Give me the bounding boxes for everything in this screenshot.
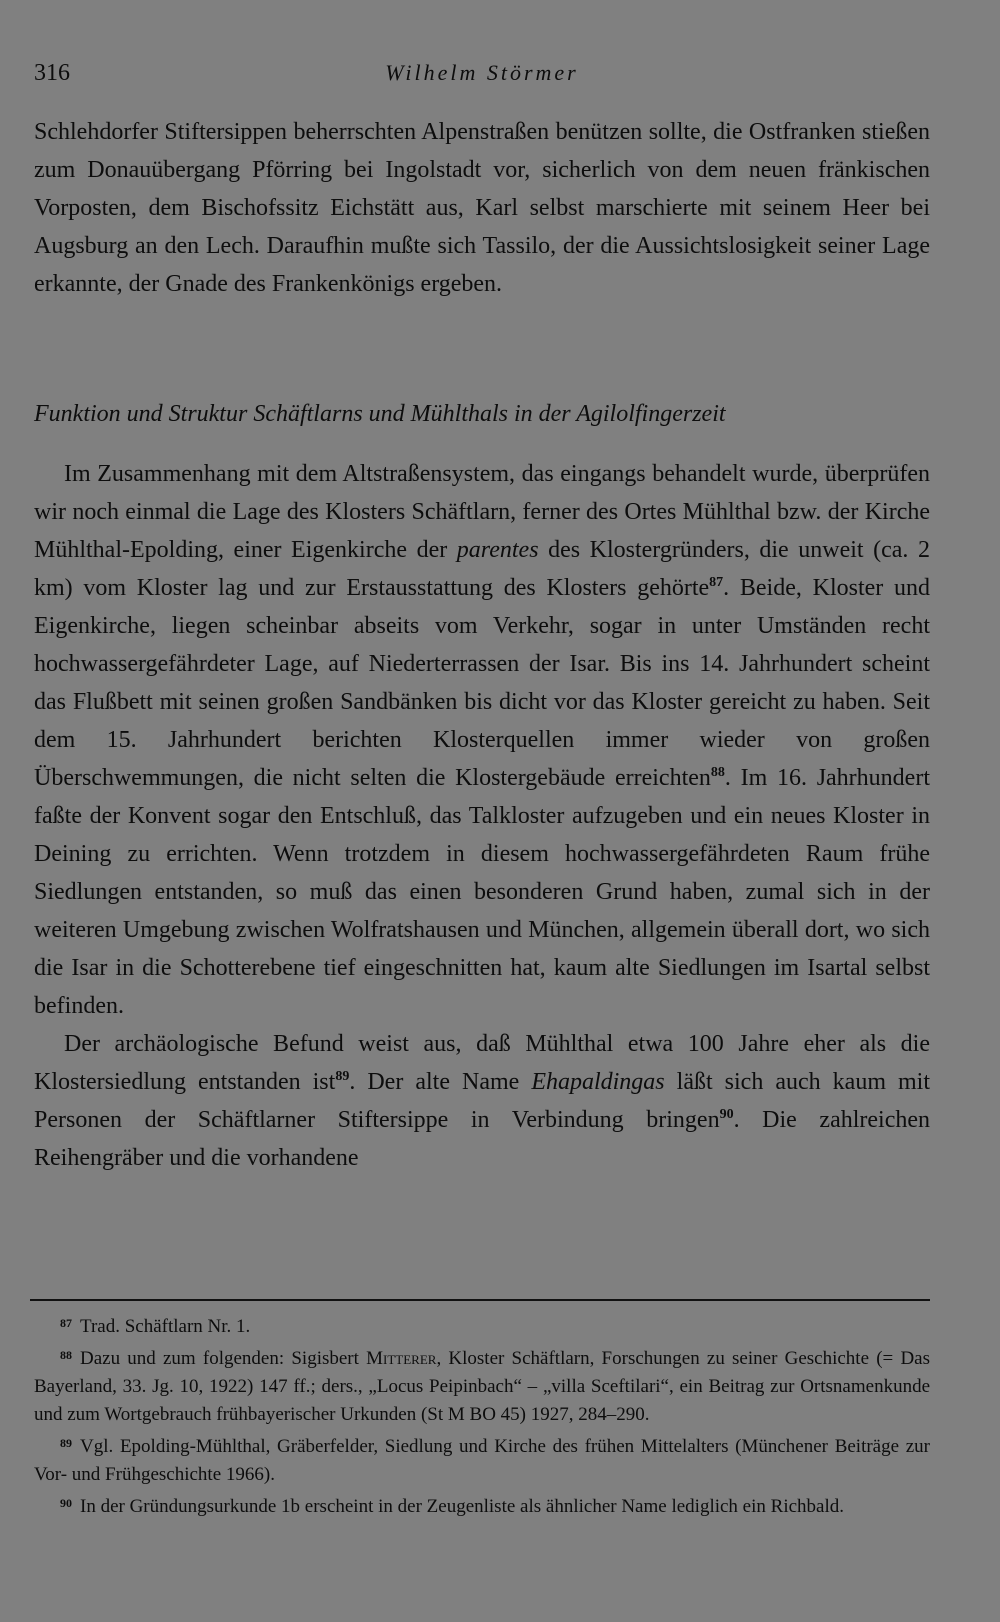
footnote-ref-90[interactable]: 90 [719,1107,734,1122]
paragraph-1-text-a: Im Zusammenhang mit dem Altstraßensystem, das eingangs behandelt wurde, überprüfen wir noch einmal die Lage des Klosters Schäftlarn, ferner des Ortes Mühlthal bzw. der Kirche Mühlthal-Epolding, einer Eigenkirche der [34,461,930,563]
paragraph-2-text-a: Der archäologische Befund weist aus, daß Mühlthal etwa 100 Jahre eher als die Klostersiedlung entstanden ist [34,1031,930,1095]
footnote-ref-89[interactable]: 89 [335,1069,350,1084]
paragraph-1-text-b: des Klostergründers, die unweit (ca. 2 km) vom Kloster lag und zur Erstausstattung des Klosters gehörte [34,537,930,601]
page-number: 316 [34,60,70,86]
running-header [34,60,930,90]
footnote-mark: 87 [60,1316,72,1330]
intro-text-block [34,113,930,303]
running-header-author: Wilhelm Störmer [385,60,579,85]
footnote-text: Dazu und zum folgenden: Sigisbert [80,1348,367,1369]
footnote-90 [34,1489,930,1521]
author-name-smallcaps: Mitterer [366,1348,437,1369]
footnote-mark: 89 [60,1436,72,1450]
footnote-ref-87[interactable]: 87 [709,575,724,590]
footnote-mark: 90 [60,1496,72,1510]
main-text-block [34,455,930,1177]
footnote-text: Trad. Schäftlarn Nr. 1. [80,1316,251,1337]
paragraph-1 [34,455,930,1025]
paragraph-2 [34,1025,930,1177]
footnote-text: In der Gründungsurkunde 1b erscheint in der Zeugenliste als ähnlicher Name lediglich ein Richbald. [80,1496,844,1517]
footnote-text: Vgl. Epolding-Mühlthal, Gräberfelder, Siedlung und Kirche des frühen Mittelalters (Münchener Beiträge zur Vor- und Frühgeschichte 1966). [34,1436,930,1485]
footnotes [34,1309,930,1521]
paragraph-1-text-c: . Beide, Kloster und Eigenkirche, liegen scheinbar abseits vom Verkehr, sogar in unter Umständen recht hochwassergefährdeter Lage, auf Niederterrassen der Isar. Bis ins 14. Jahrhundert scheint das Flußbett mit seinen großen Sandbänken bis dicht vor das Kloster gereicht zu haben. Seit dem 15. Jahrhundert berichten Klosterquellen immer wieder von großen Überschwemmungen, die nicht selten die Klostergebäude erreichten [34,575,930,791]
intro-paragraph: Schlehdorfer Stiftersippen beherrschten Alpenstraßen benützen sollte, die Ostfranken stießen zum Donauübergang Pförring bei Ingolstadt vor, sicherlich von dem neuen fränkischen Vorposten, dem Bischofssitz Eichstätt aus, Karl selbst marschierte mit seinem Heer bei Augsburg an den Lech. Daraufhin mußte sich Tassilo, der die Aussichtslosigkeit seiner Lage erkannte, der Gnade des Frankenkönigs ergeben. [34,119,930,297]
paragraph-2-text-c: läßt sich auch kaum mit Personen der Schäftlarner Stiftersippe in Verbindung bringen [34,1069,931,1133]
footnote-mark: 88 [60,1348,72,1362]
footnote-divider [30,1299,930,1301]
paragraph-2-text-d: . Die zahlreichen Reihengräber und die vorhandene [34,1107,931,1171]
footnote-ref-88[interactable]: 88 [710,765,725,780]
footnote-88 [34,1341,930,1429]
footnote-87 [34,1309,930,1341]
paragraph-2-text-b: . Der alte Name [349,1069,532,1095]
section-heading: Funktion und Struktur Schäftlarns und Mühlthals in der Agilolfingerzeit [34,401,726,427]
italic-term-ehapaldingas: Ehapaldingas [531,1069,665,1095]
paragraph-1-text-d: . Im 16. Jahrhundert faßte der Konvent sogar den Entschluß, das Talkloster aufzugeben und ein neues Kloster in Deining zu errichten. Wenn trotzdem in diesem hochwassergefährdeten Raum frühe Siedlungen entstanden, so muß das einen besonderen Grund haben, zumal sich in der weiteren Umgebung zwischen Wolfratshausen und München, allgemein überall dort, wo sich die Isar in die Schotterebene tief eingeschnitten hat, kaum alte Siedlungen im Isartal selbst befinden. [34,765,930,1019]
footnote-89 [34,1429,930,1489]
italic-term-parentes: parentes [456,537,539,563]
footnote-text: , Kloster Schäftlarn, Forschungen zu seiner Geschichte (= Das Bayerland, 33. Jg. 10, 1922) 147 ff.; ders., „Locus Peipinbach“ – „villa Sceftilari“, ein Beitrag zur Ortsnamenkunde und zum Wortgebrauch frühbayerischer Urkunden (St M BO 45) 1927, 284–290. [34,1348,931,1425]
